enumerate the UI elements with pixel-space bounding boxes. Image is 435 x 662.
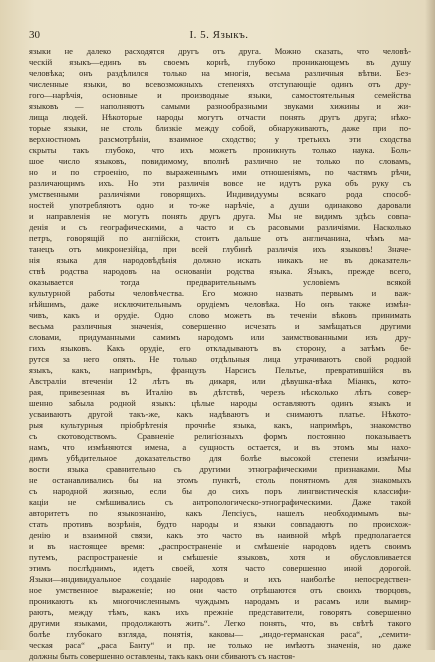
text-line: рыя культурныя пріобрѣтенія прочнѣе языка, какъ, напримѣръ, знакомство <box>29 420 411 430</box>
text-line: танецъ отъ микронезійца, при всей глубинѣ различія ихъ языковъ! Значе- <box>29 244 411 254</box>
text-line: этимъ послѣднимъ, идетъ своей, хотя часто совершенно иной дорогой. <box>29 563 411 573</box>
text-line: шое число языковъ, повидимому, вполнѣ различно не только по словамъ, <box>29 156 411 166</box>
body-text <box>29 46 411 662</box>
text-line: ческая раса“ „раса Банту“ и пр. не только не имѣютъ значенія, но даже <box>29 640 411 650</box>
text-line: Языки—индивидуальное созданіе народовъ и ихъ наиболѣе непосредствен- <box>29 574 411 584</box>
text-line: умственными различіями говорящихъ. Индивидуумы всякаго рода способ- <box>29 189 411 199</box>
text-line: авторитетъ по языкознанію, какъ Лепсіусъ, нашелъ необходимымъ вы- <box>29 508 411 518</box>
page-edge-shadow <box>425 0 435 650</box>
text-line: оказывается тогда предварительнымъ условіемъ всякой <box>29 277 411 287</box>
text-line: культурной работы человѣчества. Его можно назвать первымъ и важ- <box>29 288 411 298</box>
text-line: петръ, говорящій по англійски, стоитъ дальше отъ англичанина, чѣмъ ма- <box>29 233 411 243</box>
text-line: не останавливались бы на этомъ пунктѣ, столь понятномъ для знакомыхъ <box>29 475 411 485</box>
page-number: 30 <box>29 29 40 41</box>
text-line: торые языки, не столь близкіе между собой, обнаруживаютъ, даже при по- <box>29 123 411 133</box>
text-line: проникаютъ къ многочисленнымъ чуждымъ народамъ и расамъ или вымир- <box>29 596 411 606</box>
text-line: лища людей. Нѣкоторые народы могутъ отчасти понять другъ друга; нѣко- <box>29 112 411 122</box>
text-line: и въ настоящее время: „распространеніе и смѣшеніе народовъ идетъ своимъ <box>29 541 411 551</box>
text-line: весьма различныя значенія, совершенно исчезать и замѣщаться другими <box>29 321 411 331</box>
text-line: ное умственное выраженіе; но они часто отрѣшаются отъ своихъ творцовъ, <box>29 585 411 595</box>
text-line: болѣе глубокаго взгляда, понятія, каковы— „индо-германская раса“, „семити- <box>29 629 411 639</box>
text-line: нѣйшимъ, даже исключительнымъ орудіемъ человѣка. Но онъ также измѣн- <box>29 299 411 309</box>
text-line: усваиваютъ другой такъ-же, какъ надѣваютъ и снимаютъ платье. Нѣкото- <box>29 409 411 419</box>
text-line: гого—нарѣчія, основные и производные языки, самостоятельныя семейства <box>29 90 411 100</box>
text-line: ностей употребляютъ одно и то-же нарѣчіе, а души одинаково даровали <box>29 200 411 210</box>
text-line: стать противъ возрѣнія, будто народы и языки совпадаютъ по происхож- <box>29 519 411 529</box>
text-line: денія и съ географическими, а часто и съ расовыми различіями. Насколько <box>29 222 411 232</box>
text-line: рутся за него опять. Не только отдѣльныя лица утрачиваютъ свой родной <box>29 354 411 364</box>
text-line: скрыты такъ глубоко, что ихъ можетъ проникнуть только наука. Боль- <box>29 145 411 155</box>
text-line: каціи не смѣшивались съ антропологическо-этнографическими. Даже такой <box>29 497 411 507</box>
text-line: димъ убѣдительное доказательство для болѣе высокой степени измѣнчи- <box>29 453 411 463</box>
text-line: съ скотоводствомъ. Сравненіе религіозныхъ формъ постоянно показываетъ <box>29 431 411 441</box>
text-line: другими языками, продолжаютъ жить“. Легко понять, что, въ свѣтѣ такого <box>29 618 411 628</box>
text-line: должны быть совершенно оставлены, такъ какъ они сбиваютъ съ настоя- <box>29 651 296 661</box>
text-line: вости языка сравнительно съ другими этнографическими признаками. Мы <box>29 464 411 474</box>
text-line: численные языки, во всевозможныхъ степеняхъ отступающіе одинъ отъ дру- <box>29 79 411 89</box>
text-line: различающимъ ихъ. Но эти различія вовсе не идутъ рука объ руку съ <box>29 178 411 188</box>
page-header <box>29 29 409 43</box>
text-line: словами, придуманными самимъ народомъ или заимствованными изъ дру- <box>29 332 411 342</box>
text-line: языки не далеко расходятся другъ отъ друга. Можно сказать, что человѣ- <box>29 46 411 56</box>
text-line: денію и взаимной связи, какъ это часто въ наивной мѣрѣ предполагается <box>29 530 411 540</box>
text-line: гихъ языковъ. Какъ орудіе, его откладываютъ въ сторону, а затѣмъ бе- <box>29 343 411 353</box>
text-line: верхностномъ разсмотрѣніи, взаимное сходство; у третьихъ эти сходства <box>29 134 411 144</box>
text-line: намъ, что измѣняются имена, а сущность остается, и въ этомъ мы нахо- <box>29 442 411 452</box>
running-head: I. 5. Языкъ. <box>189 29 249 41</box>
text-line: языковъ — наполняютъ самыми разнообразными звуками хижины и жи- <box>29 101 411 111</box>
text-line: нія языка для народовѣдѣнія должно искать никакъ не въ доказатель- <box>29 255 411 265</box>
text-line: человѣка; онъ раздѣлился только на многія, весьма различныя вѣтви. Без- <box>29 68 411 78</box>
text-line: раютъ, между тѣмъ, какъ ихъ прежніе представители, говорятъ совершенно <box>29 607 411 617</box>
text-line: ствѣ родства народовъ на основаніи родства языка. Языкъ, прежде всего, <box>29 266 411 276</box>
text-line: и направленія не могутъ понять другъ друга. Мы не видимъ здѣсь совпа- <box>29 211 411 221</box>
text-line: языкъ, какъ, напримѣръ, французъ Нарсисъ Пельтье, превратившійся въ <box>29 365 411 375</box>
text-line: Австраліи втеченіи 12 лѣтъ въ дикаря, или дѣвушка-вѣка Міанкъ, кото- <box>29 376 411 386</box>
text-line: шенно забыла родной языкъ: цѣлые народы оставляютъ одинъ языкъ и <box>29 398 411 408</box>
text-line: но и по строенію, по выраженнымъ ими отношеніямъ, по частямъ рѣчи, <box>29 167 411 177</box>
text-line: путемъ, распространеніе и смѣшеніе языковъ, хотя и обусловливается <box>29 552 411 562</box>
text-line: чивъ, какъ и орудіе. Одно слово можетъ въ теченіи вѣковъ принимать <box>29 310 411 320</box>
text-line: съ народной жизнью, если бы до сихъ поръ лингвистическія классифи- <box>29 486 411 496</box>
text-line: ческій языкъ—единъ въ своемъ корнѣ, глубоко проникающемъ въ душу <box>29 57 411 67</box>
text-line: рая, привезенная въ Италію въ дѣтствѣ, черезъ нѣсколько лѣтъ совер- <box>29 387 411 397</box>
